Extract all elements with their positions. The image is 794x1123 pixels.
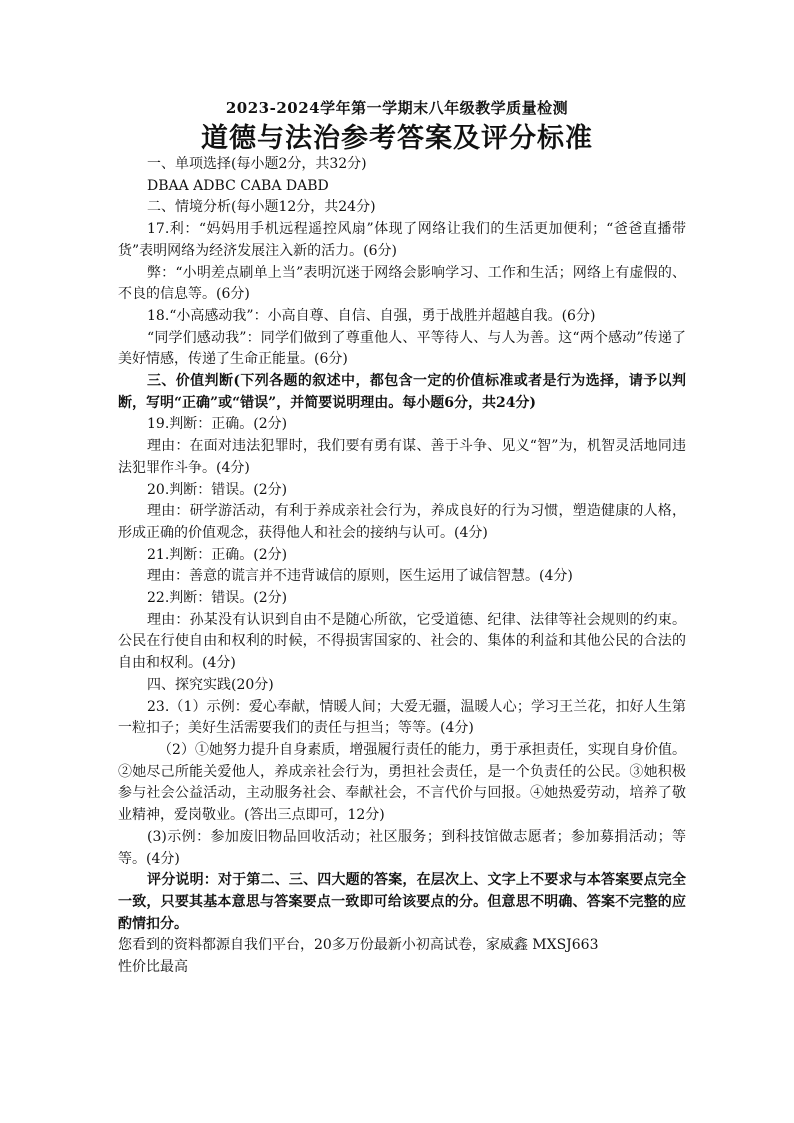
answer-18-part2: “同学们感动我”：同学们做到了尊重他人、平等待人、与人为善。这“两个感动”传递了美好情感，传递了生命正能量。(6分) xyxy=(118,329,686,368)
section-heading-2: 二、情境分析(每小题12分，共24分) xyxy=(147,199,376,216)
answer-21-reason: 理由：善意的谎言并不违背诚信的原则，医生运用了诚信智慧。(4分) xyxy=(147,568,573,585)
answer-22-judgement: 22.判断：错误。(2分) xyxy=(147,590,288,607)
section-heading-1: 一、单项选择(每小题2分，共32分) xyxy=(147,156,367,172)
answer-17-cons: 弊：“小明差点刷单上当”表明沉迷于网络会影响学习、工作和生活；网络上有虚假的、不良的信息等。(6分) xyxy=(118,264,686,303)
answer-20-judgement: 20.判断：错误。(2分) xyxy=(147,481,288,498)
answer-23-part1: 23.（1）示例：爱心奉献，情暖人间；大爱无疆，温暖人心；学习王兰花，扣好人生第一粒扣子；美好生活需要我们的责任与担当；等等。(4分) xyxy=(118,698,686,737)
answer-19-judgement: 19.判断：正确。(2分) xyxy=(147,416,288,433)
answer-22-reason: 理由：孙某没有认识到自由不是随心所欲，它受道德、纪律、法律等社会规则的约束。公民在行使自由和权利的时候，不得损害国家的、社会的、集体的利益和其他公民的合法的自由和权利。(4分) xyxy=(118,611,686,672)
choice-answers: DBAA ADBC CABA DABD xyxy=(147,177,329,194)
answer-18-part1: 18.“小高感动我”：小高自尊、自信、自强，勇于战胜并超越自我。(6分) xyxy=(147,307,596,324)
answer-content xyxy=(118,154,686,979)
answer-23-part3: (3)示例：参加废旧物品回收活动；社区服务；到科技馆做志愿者；参加募捐活动；等等。(4分) xyxy=(118,828,686,867)
answer-20-reason: 理由：研学游活动，有利于养成亲社会行为，养成良好的行为习惯，塑造健康的人格，形成正确的价值观念，获得他人和社会的接纳与认可。(4分) xyxy=(118,503,686,541)
answer-19-reason: 理由：在面对违法犯罪时，我们要有勇有谋、善于斗争、见义“智”为，机智灵活地同违法犯罪作斗争。(4分) xyxy=(118,438,686,476)
scoring-notes: 评分说明：对于第二、三、四大题的答案，在层次上、文字上不要求与本答案要点完全一致，只要其基本意思与答案要点一致即可给该要点的分。但意思不明确、答案不完整的应酌情扣分。 xyxy=(118,872,686,932)
section-heading-4: 四、探究实践(20分) xyxy=(147,676,274,693)
answer-17-pros: 17.利：“妈妈用手机远程遥控风扇”体现了网络让我们的生活更加便利；“爸爸直播带货”表明网络为经济发展注入新的活力。(6分) xyxy=(118,221,686,259)
answer-23-part2: （2）①她努力提升自身素质，增强履行责任的能力，勇于承担责任，实现自身价值。②她尽己所能关爱他人，养成亲社会行为，勇担社会责任，是一个负责任的公民。③她积极参与社会公益活动，主动服务社会、奉献社会，不言代价与回报。④她热爱劳动，培养了敬业精神，爱岗敬业。(答出三点即可，12分) xyxy=(118,741,686,824)
exam-subtitle: 2023-2024学年第一学期末八年级教学质量检测 xyxy=(225,99,569,117)
footer-promo-line1: 您看到的资料都源自我们平台，20多万份最新小初高试卷，家威鑫 MXSJ663 xyxy=(118,937,599,954)
document-title: 道德与法治参考答案及评分标准 xyxy=(201,123,593,154)
footer-promo-line2: 性价比最高 xyxy=(118,959,188,976)
answer-21-judgement: 21.判断：正确。(2分) xyxy=(147,546,288,563)
section-heading-3: 三、价值判断(下列各题的叙述中，都包含一定的价值标准或者是行为选择，请予以判断，写明“正确”或“错误”，并简要说明理由。每小题6分，共24分) xyxy=(118,373,686,411)
